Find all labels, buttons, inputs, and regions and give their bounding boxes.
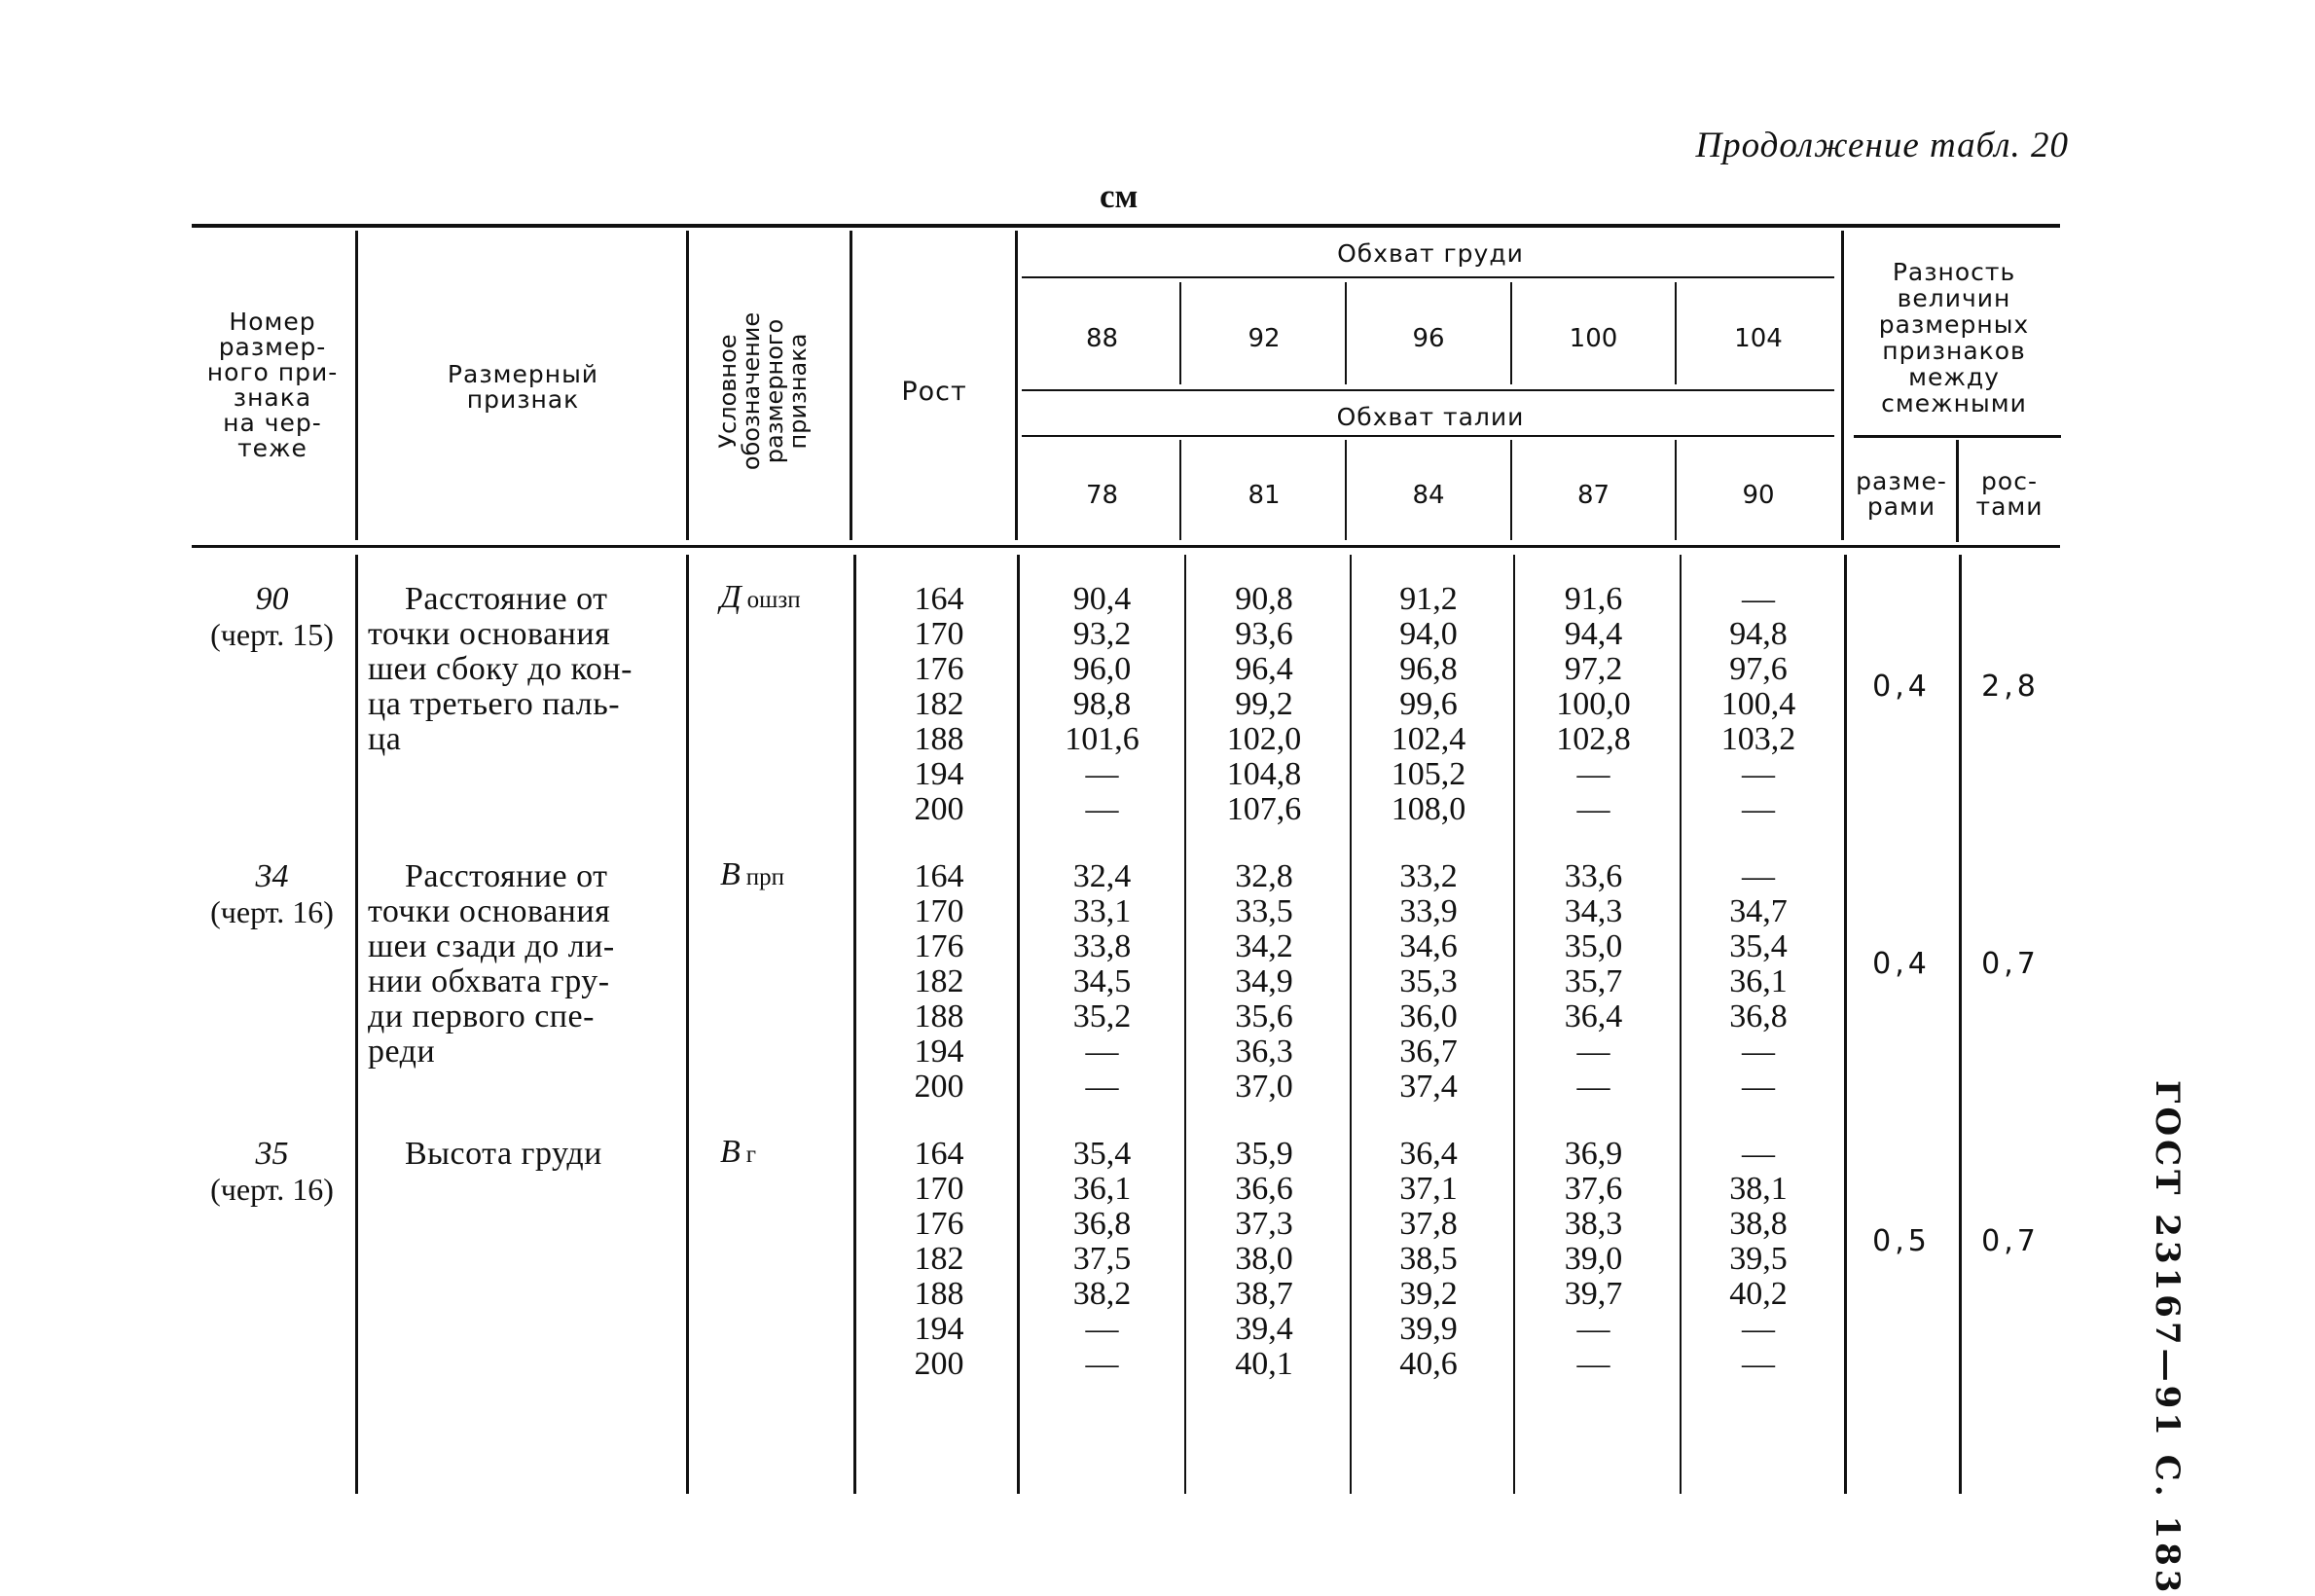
table-cell: 35,3 <box>1399 963 1458 999</box>
row-symbol <box>720 580 847 618</box>
row-feature-line: точки основания <box>368 893 611 929</box>
table-cell: — <box>1576 1069 1610 1105</box>
table-cell: 36,4 <box>1399 1136 1458 1172</box>
waist-90: 90 <box>1742 481 1775 510</box>
header-symbol: Условное обозначение размерного признака <box>714 311 812 471</box>
table-cell: 37,0 <box>1235 1069 1293 1105</box>
table-cell: 102,8 <box>1556 721 1631 757</box>
row-feature-line: шеи сзади до ли- <box>368 928 615 964</box>
waist-84: 84 <box>1412 481 1445 510</box>
height-value: 188 <box>914 721 964 757</box>
table-cell: 36,8 <box>1729 998 1788 1034</box>
table-cell: 39,9 <box>1399 1311 1458 1347</box>
table-cell: 97,2 <box>1564 651 1623 687</box>
height-value: 170 <box>914 616 964 652</box>
chest-92: 92 <box>1248 324 1281 353</box>
height-value: 200 <box>914 1346 964 1382</box>
table-cell: — <box>1085 791 1119 827</box>
symbol-subscript: ошзп <box>746 587 801 613</box>
table-cell: — <box>1742 1311 1775 1347</box>
row-drawing-ref: (черт. 15) <box>210 617 334 652</box>
header-feature: Размерный признак <box>447 360 599 414</box>
table-cell: 40,1 <box>1235 1346 1293 1382</box>
table-cell: 103,2 <box>1720 721 1796 757</box>
table-cell: 35,6 <box>1235 998 1293 1034</box>
diff-by-sizes: 0,4 <box>1872 947 1931 981</box>
table-cell: 38,2 <box>1072 1276 1132 1312</box>
table-cell: 36,0 <box>1399 998 1458 1034</box>
table-cell: 36,1 <box>1072 1171 1132 1207</box>
height-value: 200 <box>914 1069 964 1105</box>
table-cell: 40,2 <box>1729 1276 1788 1312</box>
table-cell: — <box>1576 791 1610 827</box>
table-cell: 90,8 <box>1235 581 1293 617</box>
row-symbol <box>720 1135 847 1173</box>
header-by-sizes: разме- рами <box>1856 467 1947 521</box>
table-cell: 33,5 <box>1235 893 1293 929</box>
vrule-b4 <box>1017 555 1020 1494</box>
table-cell: 100,0 <box>1556 686 1631 722</box>
table-cell: 91,6 <box>1564 581 1623 617</box>
table-cell: 36,4 <box>1564 998 1623 1034</box>
vrule-h1 <box>355 231 358 540</box>
row-number: 90 <box>255 581 289 617</box>
table-cell: — <box>1742 1069 1775 1105</box>
symbol-main: В <box>720 856 741 892</box>
table-cell: 33,1 <box>1072 893 1132 929</box>
table-cell: — <box>1085 1069 1119 1105</box>
height-value: 182 <box>914 963 964 999</box>
table-cell: — <box>1576 756 1610 792</box>
height-value: 170 <box>914 893 964 929</box>
row-number: 34 <box>255 858 289 894</box>
table-cell: 36,9 <box>1564 1136 1623 1172</box>
table-cell: 37,1 <box>1399 1171 1458 1207</box>
header-difference: Разность величин размерных признаков между смежными <box>1878 258 2030 417</box>
row-feature-line: ца <box>368 721 402 757</box>
height-value: 170 <box>914 1171 964 1207</box>
table-cell: 97,6 <box>1729 651 1788 687</box>
table-cell: 102,0 <box>1226 721 1302 757</box>
table-cell: 36,1 <box>1729 963 1788 999</box>
header-bottom-rule <box>192 545 2060 548</box>
diff-rule <box>1854 435 2061 438</box>
diff-by-sizes: 0,5 <box>1872 1224 1931 1258</box>
table-cell: 34,6 <box>1399 928 1458 964</box>
table-cell: 94,8 <box>1729 616 1788 652</box>
row-feature-line: шеи сбоку до кон- <box>368 651 633 687</box>
table-cell: 93,6 <box>1235 616 1293 652</box>
side-running-header: ГОСТ 23167—91 С. 183 <box>2148 1080 2187 1596</box>
symbol-main: В <box>720 1134 741 1170</box>
height-value: 164 <box>914 581 964 617</box>
table-cell: 36,6 <box>1235 1171 1293 1207</box>
table-cell: 36,7 <box>1399 1034 1458 1070</box>
table-cell: 37,6 <box>1564 1171 1623 1207</box>
header-height: Рост <box>901 377 967 407</box>
table-cell: 94,4 <box>1564 616 1623 652</box>
table-cell: 98,8 <box>1072 686 1132 722</box>
header-waist-girth: Обхват талии <box>1336 403 1525 431</box>
table-cell: — <box>1742 1136 1775 1172</box>
waist-81: 81 <box>1248 481 1281 510</box>
table-cell: 36,3 <box>1235 1034 1293 1070</box>
table-cell: 35,2 <box>1072 998 1132 1034</box>
vrule-h2 <box>686 231 689 540</box>
waist-78: 78 <box>1085 481 1119 510</box>
height-value: 164 <box>914 1136 964 1172</box>
symbol-subscript: г <box>745 1142 757 1168</box>
height-value: 176 <box>914 1206 964 1242</box>
height-value: 194 <box>914 1034 964 1070</box>
table-cell: 96,8 <box>1399 651 1458 687</box>
table-cell: 100,4 <box>1720 686 1796 722</box>
row-feature-line: реди <box>368 1034 436 1070</box>
vrule-b2 <box>686 555 689 1494</box>
table-cell: — <box>1576 1311 1610 1347</box>
diff-by-sizes: 0,4 <box>1872 670 1931 704</box>
vrule-b1 <box>355 555 358 1494</box>
table-cell: 38,7 <box>1235 1276 1293 1312</box>
diff-by-heights: 0,7 <box>1981 1224 2040 1258</box>
height-value: 200 <box>914 791 964 827</box>
table-cell: 37,4 <box>1399 1069 1458 1105</box>
table-cell: — <box>1742 756 1775 792</box>
chest-96: 96 <box>1412 324 1445 353</box>
row-feature-line: ца третьего паль- <box>368 686 621 722</box>
table-cell: 91,2 <box>1399 581 1458 617</box>
table-cell: 38,8 <box>1729 1206 1788 1242</box>
table-cell: — <box>1742 858 1775 894</box>
vrule-h3 <box>850 231 852 540</box>
table-cell: 34,7 <box>1729 893 1788 929</box>
diff-by-heights: 2,8 <box>1981 670 2040 704</box>
table-cell: — <box>1742 1034 1775 1070</box>
top-rule <box>192 224 2060 228</box>
table-cell: 34,3 <box>1564 893 1623 929</box>
table-cell: 37,5 <box>1072 1241 1132 1277</box>
table-cell: 33,6 <box>1564 858 1623 894</box>
header-by-heights: рос- тами <box>1975 467 2044 521</box>
table-cell: — <box>1085 1311 1119 1347</box>
table-cell: 33,2 <box>1399 858 1458 894</box>
vrule-b3 <box>853 555 856 1494</box>
table-cell: 34,9 <box>1235 963 1293 999</box>
vrule-h10 <box>1956 440 1959 542</box>
vrule-h4 <box>1015 231 1018 540</box>
table-cell: — <box>1576 1346 1610 1382</box>
height-value: 194 <box>914 756 964 792</box>
row-feature-line: Расстояние от <box>405 581 608 617</box>
table-cell: 96,4 <box>1235 651 1293 687</box>
table-cell: — <box>1085 756 1119 792</box>
table-cell: 32,8 <box>1235 858 1293 894</box>
table-cell: 37,8 <box>1399 1206 1458 1242</box>
table-cell: — <box>1085 1346 1119 1382</box>
table-cell: 38,1 <box>1729 1171 1788 1207</box>
waist-87: 87 <box>1576 481 1610 510</box>
diff-by-heights: 0,7 <box>1981 947 2040 981</box>
table-cell: — <box>1742 791 1775 827</box>
row-feature-line: Высота груди <box>405 1136 602 1172</box>
table-cell: — <box>1742 581 1775 617</box>
table-cell: 38,5 <box>1399 1241 1458 1277</box>
waist-rule-top <box>1022 389 1834 391</box>
height-value: 176 <box>914 651 964 687</box>
table-cell: 105,2 <box>1391 756 1466 792</box>
waist-rule-bottom <box>1022 435 1834 437</box>
height-value: 188 <box>914 998 964 1034</box>
table-cell: 102,4 <box>1391 721 1466 757</box>
table-cell: 35,7 <box>1564 963 1623 999</box>
height-value: 188 <box>914 1276 964 1312</box>
table-cell: 32,4 <box>1072 858 1132 894</box>
table-cell: 36,8 <box>1072 1206 1132 1242</box>
row-feature-line: Расстояние от <box>405 858 608 894</box>
table-cell: 108,0 <box>1391 791 1466 827</box>
table-cell: 101,6 <box>1065 721 1139 757</box>
table-cell: 39,0 <box>1564 1241 1623 1277</box>
table-cell: 33,8 <box>1072 928 1132 964</box>
height-value: 182 <box>914 686 964 722</box>
table-cell: 38,3 <box>1564 1206 1623 1242</box>
table-caption: Продолжение табл. 20 <box>1695 126 2069 165</box>
row-feature-line: ди первого спе- <box>368 998 595 1034</box>
table-cell: — <box>1085 1034 1119 1070</box>
table-cell: 33,9 <box>1399 893 1458 929</box>
height-value: 182 <box>914 1241 964 1277</box>
table-cell: 94,0 <box>1399 616 1458 652</box>
table-cell: 39,4 <box>1235 1311 1293 1347</box>
chest-100: 100 <box>1569 324 1618 353</box>
header-number: Номер размер- ного при- знака на чер- теже <box>206 308 339 462</box>
table-cell: 34,2 <box>1235 928 1293 964</box>
table-cell: 40,6 <box>1399 1346 1458 1382</box>
table-cell: 35,4 <box>1729 928 1788 964</box>
row-feature-line: нии обхвата гру- <box>368 963 610 999</box>
table-cell: 107,6 <box>1226 791 1302 827</box>
table-cell: 35,4 <box>1072 1136 1132 1172</box>
height-value: 176 <box>914 928 964 964</box>
row-number: 35 <box>255 1136 289 1172</box>
table-cell: 39,7 <box>1564 1276 1623 1312</box>
table-cell: 99,6 <box>1399 686 1458 722</box>
header-chest-girth: Обхват груди <box>1337 239 1524 268</box>
table-cell: 104,8 <box>1226 756 1302 792</box>
table-cell: 34,5 <box>1072 963 1132 999</box>
table-cell: 35,0 <box>1564 928 1623 964</box>
chest-88: 88 <box>1085 324 1119 353</box>
chest-104: 104 <box>1734 324 1783 353</box>
row-feature-line: точки основания <box>368 616 611 652</box>
table-cell: — <box>1742 1346 1775 1382</box>
height-value: 194 <box>914 1311 964 1347</box>
symbol-subscript: прп <box>745 864 785 890</box>
table-cell: 37,3 <box>1235 1206 1293 1242</box>
table-cell: 96,0 <box>1072 651 1132 687</box>
table-cell: 35,9 <box>1235 1136 1293 1172</box>
table-cell: 38,0 <box>1235 1241 1293 1277</box>
unit-label: см <box>1100 177 1139 215</box>
symbol-main: Д <box>720 579 742 615</box>
table-cell: 99,2 <box>1235 686 1293 722</box>
table-cell: 39,5 <box>1729 1241 1788 1277</box>
height-value: 164 <box>914 858 964 894</box>
table-cell: — <box>1576 1034 1610 1070</box>
row-symbol <box>720 857 847 895</box>
chest-rule <box>1022 276 1834 278</box>
row-drawing-ref: (черт. 16) <box>210 894 334 929</box>
table-cell: 93,2 <box>1072 616 1132 652</box>
vrule-h9 <box>1841 231 1844 540</box>
table-cell: 90,4 <box>1072 581 1132 617</box>
table-cell: 39,2 <box>1399 1276 1458 1312</box>
row-drawing-ref: (черт. 16) <box>210 1172 334 1207</box>
